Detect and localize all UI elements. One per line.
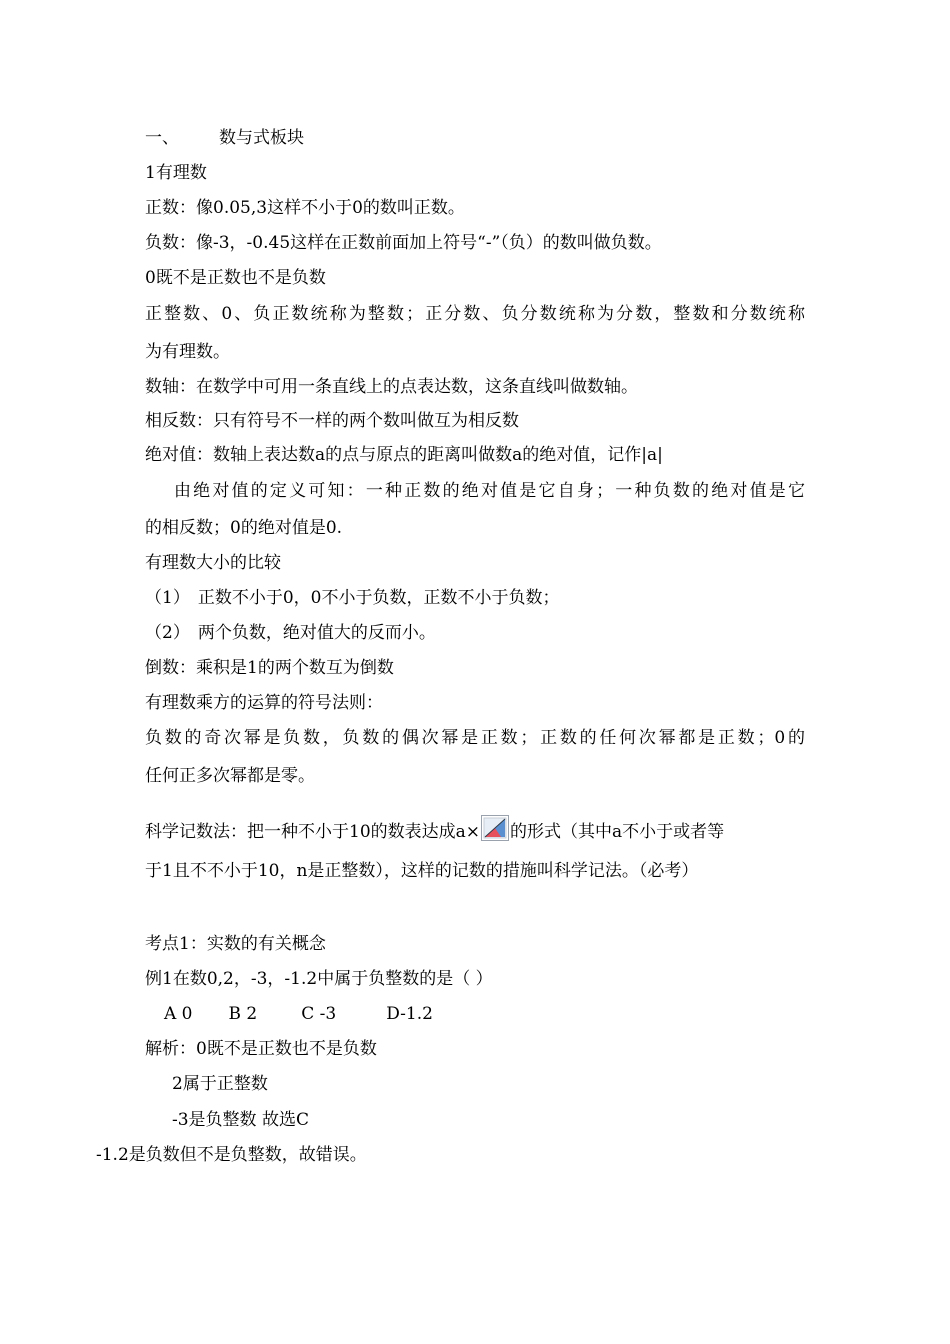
- integers-definition-line2: 为有理数。: [145, 342, 230, 362]
- positive-definition: 正数：像0.05,3这样不小于0的数叫正数。: [145, 198, 465, 218]
- sci-text-after: 的形式（其中a不小于或者等: [510, 822, 725, 842]
- negative-definition: 负数：像-3，-0.45这样在正数前面加上符号“-”（负）的数叫做负数。: [145, 233, 662, 253]
- analysis-line4: -1.2是负数但不是负整数，故错误。: [96, 1145, 367, 1165]
- analysis-line2: 2属于正整数: [172, 1074, 268, 1094]
- power-rule-line1: 负数的奇次幂是负数，负数的偶次幂是正数；正数的任何次幂都是正数；0的: [145, 728, 805, 748]
- rule-2-text: 两个负数，绝对值大的反而小。: [197, 623, 436, 643]
- rule-2-number: （2）: [145, 623, 190, 643]
- scientific-notation-line1: [145, 815, 724, 842]
- comparison-rule-1: [145, 588, 559, 608]
- section-title: 1有理数: [145, 163, 207, 183]
- number-line-definition: 数轴：在数学中可用一条直线上的点表达数，这条直线叫做数轴。: [145, 377, 638, 397]
- scientific-notation-line2: 于1且不不小于10，n是正整数），这样的记数的措施叫科学记法。（必考）: [145, 861, 699, 881]
- opposite-definition: 相反数：只有符号不一样的两个数叫做互为相反数: [145, 411, 519, 431]
- option-d: D-1.2: [386, 1004, 433, 1024]
- integers-definition-line1: 正整数、0、负正数统称为整数；正分数、负分数统称为分数，整数和分数统称: [145, 304, 805, 324]
- absolute-value-note-line2: 的相反数；0的绝对值是0.: [145, 518, 343, 538]
- rule-1-text: 正数不小于0，0不小于负数，正数不小于负数；: [197, 588, 560, 608]
- absolute-value-definition: 绝对值：数轴上表达数a的点与原点的距离叫做数a的绝对值，记作|a|: [145, 445, 663, 465]
- comparison-rule-2: [145, 623, 436, 643]
- comparison-title: 有理数大小的比较: [145, 553, 281, 573]
- option-c: C -3: [301, 1004, 337, 1024]
- power-rule-title: 有理数乘方的运算的符号法则：: [145, 693, 383, 713]
- absolute-value-note-line1: 由绝对值的定义可知：一种正数的绝对值是它自身；一种负数的绝对值是它: [174, 481, 805, 501]
- section-heading: [145, 128, 304, 148]
- zero-statement: 0既不是正数也不是负数: [145, 268, 326, 288]
- option-b: B 2: [228, 1004, 258, 1024]
- rule-1-number: （1）: [145, 588, 190, 608]
- analysis-line1: 解析：0既不是正数也不是负数: [145, 1039, 377, 1059]
- heading-number: 一、: [145, 128, 179, 148]
- answer-options: [164, 1004, 433, 1024]
- kaodian-title: 考点1：实数的有关概念: [145, 934, 326, 954]
- formula-image-icon: [481, 815, 509, 841]
- heading-title: 数与式板块: [219, 128, 304, 148]
- sci-text-before: 科学记数法：把一种不小于10的数表达成a×: [145, 822, 481, 842]
- analysis-line3: -3是负整数 故选C: [172, 1110, 309, 1130]
- reciprocal-definition: 倒数：乘积是1的两个数互为倒数: [145, 658, 394, 678]
- option-a: A 0: [164, 1004, 193, 1024]
- power-rule-line2: 任何正多次幂都是零。: [145, 766, 315, 786]
- example-question: 例1在数0,2，-3，-1.2中属于负整数的是（ ）: [145, 969, 493, 989]
